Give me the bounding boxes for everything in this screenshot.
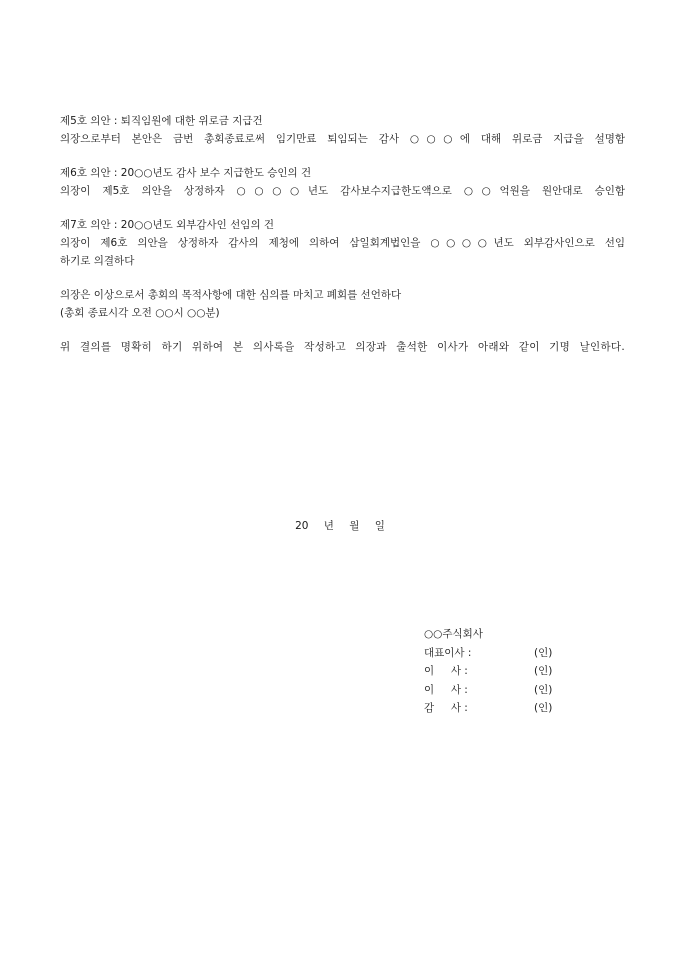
- agenda-body-line2: 하기로 의결하다: [60, 255, 135, 267]
- signer-role: 감 사 :: [424, 702, 468, 714]
- closing-time: (총회 종료시각 오전 ○○시 ○○분): [60, 307, 220, 319]
- signature-block: [424, 625, 564, 718]
- signer-role: 이 사 :: [424, 683, 468, 696]
- statement-block: [60, 338, 625, 356]
- signer-row: [424, 662, 564, 681]
- agenda-item-5: [60, 112, 625, 148]
- agenda-heading: 제7호 의안 : 20○○년도 외부감사인 선임의 건: [60, 219, 275, 231]
- closing-block: [60, 286, 625, 322]
- agenda-item-7: [60, 216, 625, 270]
- signing-statement: 위 결의를 명확히 하기 위하여 본 의사록을 작성하고 의장과 출석한 이사가 아래와 같이 기명 날인하다.: [60, 341, 625, 353]
- seal-mark: (인): [534, 665, 553, 677]
- signer-row: [424, 644, 564, 663]
- agenda-item-6: [60, 164, 625, 200]
- agenda-body: 의장으로부터 본안은 금번 총회종료로써 임기만료 퇴임되는 감사 ○○○에 대해 위로금 지급을 설명함: [60, 133, 625, 145]
- minutes-body: [60, 112, 625, 372]
- signer-role: 이 사 :: [424, 665, 468, 677]
- signer-role: 대표이사 :: [424, 646, 472, 659]
- company-name-row: [424, 625, 564, 644]
- agenda-body-line1: 의장이 제6호 의안을 상정하자 감사의 제청에 의하여 삼일회계법인을 ○○○○년도 외부감사인으로 선임: [60, 237, 625, 249]
- company-name: ○○주식회사: [424, 628, 483, 640]
- agenda-body: 의장이 제5호 의안을 상정하자 ○○○○년도 감사보수지급한도액으로 ○○억원을 원안대로 승인함: [60, 185, 625, 197]
- agenda-heading: 제6호 의안 : 20○○년도 감사 보수 지급한도 승인의 건: [60, 167, 312, 179]
- signer-row: [424, 699, 564, 718]
- signer-row: [424, 681, 564, 700]
- date-line: 20 년 월 일: [295, 520, 385, 532]
- seal-mark: (인): [534, 683, 553, 696]
- seal-mark: (인): [534, 646, 553, 659]
- seal-mark: (인): [534, 702, 553, 714]
- closing-declaration: 의장은 이상으로서 총회의 목적사항에 대한 심의를 마치고 폐회를 선언하다: [60, 289, 402, 301]
- agenda-heading: 제5호 의안 : 퇴직임원에 대한 위로금 지급건: [60, 115, 263, 127]
